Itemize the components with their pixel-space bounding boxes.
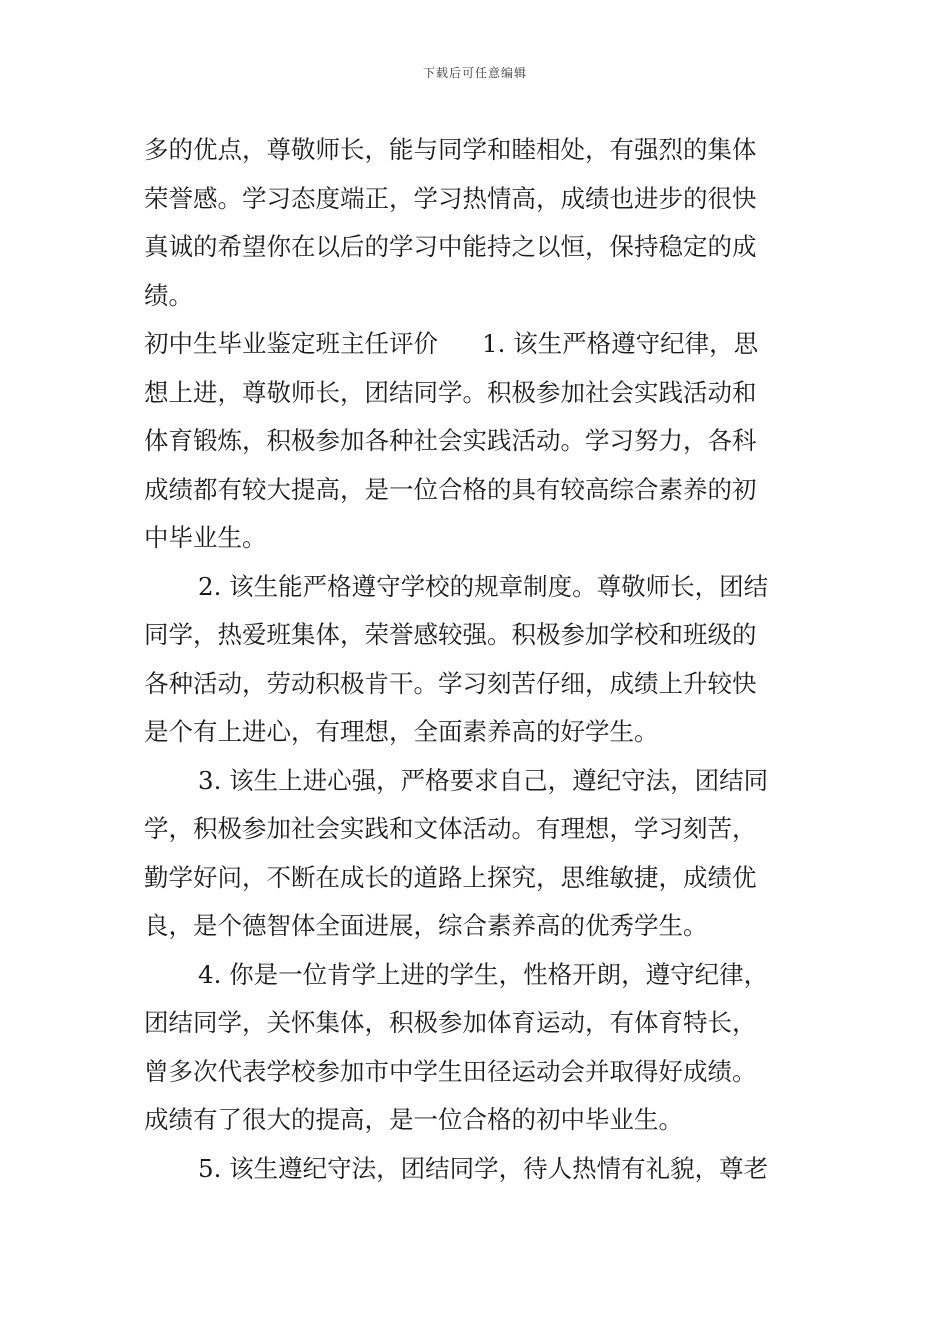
text-line: 成绩有了很大的提高，是一位合格的初中毕业生。 bbox=[144, 1105, 683, 1134]
text-line: 真诚的希望你在以后的学习中能持之以恒，保持稳定的成 bbox=[144, 232, 757, 261]
text-line: 多的优点，尊敬师长，能与同学和睦相处，有强烈的集体 bbox=[144, 135, 757, 164]
document-body bbox=[144, 126, 814, 1193]
text-line: 各种活动，劳动积极肯干。学习刻苦仔细，成绩上升较快 bbox=[144, 668, 757, 698]
text-line: 想上进，尊敬师长，团结同学。积极参加社会实践活动和 bbox=[144, 377, 757, 407]
paragraph-start-line: 2. 该生能严格遵守学校的规章制度。尊敬师长，团结 bbox=[198, 571, 769, 601]
text-line: 绩。 bbox=[144, 280, 193, 310]
text-line-rest: 1. 该生严格遵守纪律，思 bbox=[482, 329, 759, 358]
text-line: 曾多次代表学校参加市中学生田径运动会并取得好成绩。 bbox=[144, 1056, 757, 1086]
section-title-line bbox=[144, 320, 814, 369]
text-line: 体育锻炼，积极参加各种社会实践活动。学习努力，各科 bbox=[144, 426, 757, 455]
text-line: 成绩都有较大提高，是一位合格的具有较高综合素养的初 bbox=[144, 474, 757, 504]
paragraph-start-line: 4. 你是一位肯学上进的学生，性格开朗，遵守纪律， bbox=[198, 959, 769, 989]
text-line: 学，积极参加社会实践和文体活动。有理想，学习刻苦， bbox=[144, 814, 757, 843]
text-line: 是个有上进心，有理想，全面素养高的好学生。 bbox=[144, 717, 659, 746]
paragraph-start-line: 3. 该生上进心强，严格要求自己，遵纪守法，团结同 bbox=[198, 765, 769, 795]
paragraph-start-line: 5. 该生遵纪守法，团结同学，待人热情有礼貌，尊老 bbox=[198, 1153, 769, 1183]
text-line: 良，是个德智体全面进展，综合素养高的优秀学生。 bbox=[144, 911, 708, 940]
text-line: 中毕业生。 bbox=[144, 523, 267, 552]
text-line: 同学，热爱班集体，荣誉感较强。积极参加学校和班级的 bbox=[144, 620, 757, 649]
page-header-note: 下载后可任意编辑 bbox=[422, 66, 527, 80]
text-line: 团结同学，关怀集体，积极参加体育运动，有体育特长， bbox=[144, 1008, 757, 1037]
text-line: 荣誉感。学习态度端正，学习热情高，成绩也进步的很快 bbox=[144, 183, 757, 213]
section-title: 初中生毕业鉴定班主任评价 bbox=[144, 329, 438, 358]
text-line: 勤学好问，不断在成长的道路上探究，思维敏捷，成绩优 bbox=[144, 862, 757, 892]
